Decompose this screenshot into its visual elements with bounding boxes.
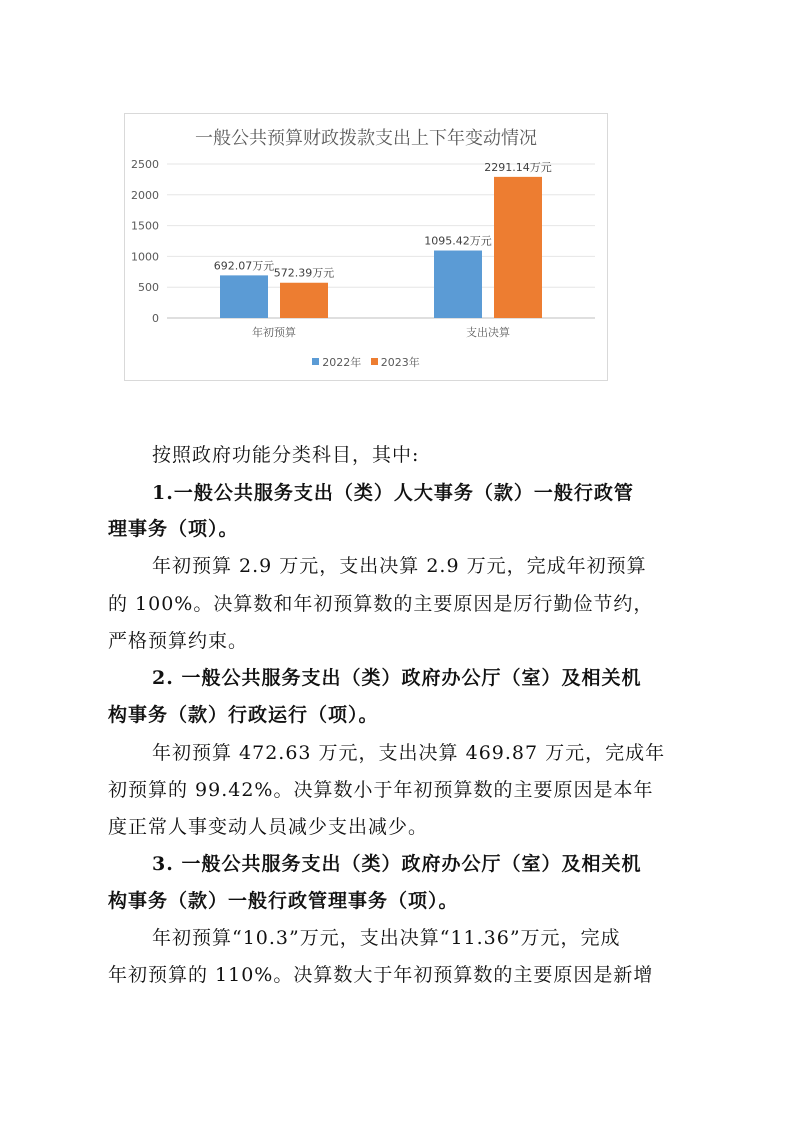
data-label-actual-2022年: 1095.42万元	[424, 234, 492, 248]
item2-heading-line1: 2. 一般公共服务支出（类）政府办公厅（室）及相关机	[152, 667, 642, 689]
item1-body-line1: 年初预算 2.9 万元，支出决算 2.9 万元，完成年初预算	[152, 555, 647, 577]
legend-label-2023: 2023年	[380, 356, 420, 369]
data-label-budget-2023年: 572.39万元	[273, 266, 335, 280]
y-tick-label-1000: 1000	[131, 250, 159, 264]
x-category-label-0: 年初预算	[252, 326, 296, 339]
item1-heading-line2: 理事务（项）。	[108, 518, 239, 540]
item3-body-line2: 年初预算的 110%。决算数大于年初预算数的主要原因是新增	[108, 964, 654, 986]
legend-item-2023	[371, 354, 420, 370]
legend-item-2022	[312, 354, 361, 370]
y-tick-label-2500: 2500	[131, 158, 159, 171]
item3-body-line1: 年初预算“10.3”万元，支出决算“11.36”万元，完成	[152, 927, 621, 949]
y-tick-label-0: 0	[152, 312, 159, 325]
bar-actual-2023年	[494, 177, 542, 318]
chart-legend	[125, 354, 607, 370]
bar-budget-2022年	[220, 275, 268, 318]
legend-label-2022: 2022年	[322, 356, 362, 369]
data-label-actual-2023年: 2291.14万元	[484, 160, 552, 174]
legend-swatch-2022	[312, 358, 319, 365]
y-tick-label-1500: 1500	[131, 219, 159, 233]
bar-chart	[124, 113, 608, 381]
intro-paragraph: 按照政府功能分类科目，其中:	[152, 444, 420, 466]
item1-heading-line1: 1.一般公共服务支出（类）人大事务（款）一般行政管	[152, 482, 634, 504]
item2-body-line2: 初预算的 99.42%。决算数小于年初预算数的主要原因是本年	[108, 779, 654, 801]
item1-body-line3: 严格预算约束。	[108, 630, 249, 652]
data-label-budget-2022年: 692.07万元	[213, 259, 275, 273]
y-tick-label-500: 500	[138, 281, 159, 295]
item2-body-line3: 度正常人事变动人员减少支出减少。	[108, 816, 429, 838]
x-category-label-1: 支出决算	[466, 326, 510, 339]
chart-title: 一般公共预算财政拨款支出上下年变动情况	[195, 128, 537, 149]
item3-heading-line1: 3. 一般公共服务支出（类）政府办公厅（室）及相关机	[152, 853, 642, 875]
bar-actual-2022年	[434, 251, 482, 318]
legend-swatch-2023	[371, 358, 378, 365]
chart-plot	[125, 114, 607, 380]
item2-heading-line2: 构事务（款）行政运行（项）。	[108, 704, 379, 726]
item2-body-line1: 年初预算 472.63 万元，支出决算 469.87 万元，完成年	[152, 742, 666, 764]
y-tick-label-2000: 2000	[131, 188, 159, 202]
bar-budget-2023年	[280, 283, 328, 318]
item1-body-line2: 的 100%。决算数和年初预算数的主要原因是厉行勤俭节约，	[108, 593, 654, 615]
item3-heading-line2: 构事务（款）一般行政管理事务（项）。	[108, 890, 459, 912]
